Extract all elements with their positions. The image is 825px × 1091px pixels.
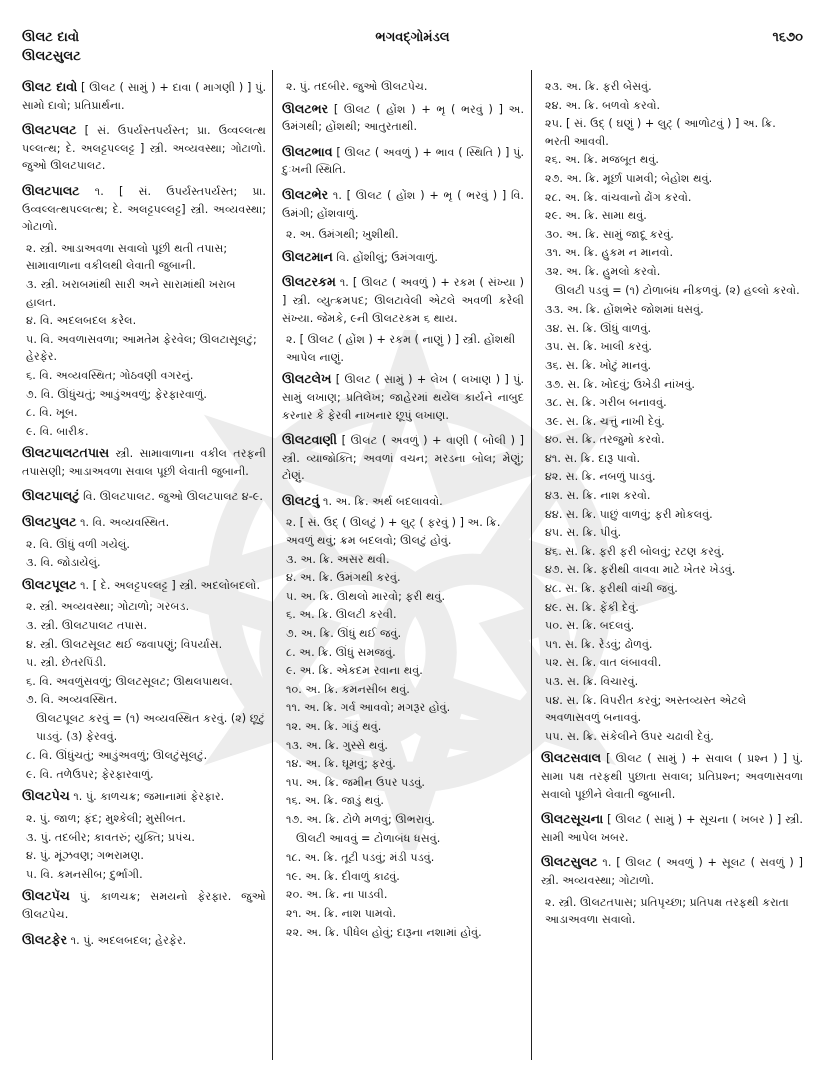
- dictionary-entry: [282, 100, 524, 136]
- sense-item: ૬. વિ. અવળુંસવળું; ઊલટસૂલટ; ઊથલપાથલ.: [26, 674, 233, 688]
- sense-item: ૨૦. અ. ક્રિ. ના પાડવી.: [286, 888, 388, 902]
- dictionary-entry: [22, 487, 266, 506]
- column-divider: [531, 70, 532, 1060]
- headword: ઊલટપાલટતપાસ: [22, 445, 110, 461]
- dictionary-entry: [282, 370, 524, 424]
- headword: ઊલટભાવ: [282, 143, 333, 159]
- definition-text: [ ઊલટ ( સામું ) + દાવા ( માગણી ) ] પું. સામો દાવો; પ્રતિપ્રાર્થના.: [22, 81, 266, 112]
- definition-text: [ ઊલટ ( હોંશ ) + ભૃ ( ભરવું ) ] અ. ઉમંગથી; હોંશથી; આતુરતાથી.: [282, 102, 524, 134]
- dictionary-entry: [22, 887, 266, 923]
- sense-item: ૪. વિ. અદલબદલ કરેલ.: [26, 314, 137, 328]
- sense-item: ૫૪. સ. ક્રિ. વિપરીત કરવું; અસ્તવ્યસ્ત એટલે અવળાસવળું બનાવવું.: [545, 693, 747, 725]
- sense-item: ૨૪. અ. ક્રિ. બળવો કરવો.: [545, 98, 661, 112]
- sense-item: ૧૫. અ. ક્રિ. જમીન ઉપર પડવું.: [286, 775, 425, 789]
- sense-item: ૧૦. અ. ક્રિ. કમનસીબ થવું.: [286, 682, 410, 696]
- sense-item: ૩. પું. તદબીર; કાવતરું; યુક્તિ; પ્રપંચ.: [26, 830, 195, 844]
- dictionary-entry: [22, 931, 266, 950]
- sense-item: ૩. વિ. જોડાયેલું.: [26, 556, 101, 570]
- definition-text: ૧. [ દે. અલટ્ટપલ્લટ્ટ ] સ્ત્રી. અદલોબદલો.: [80, 578, 261, 592]
- definition-text: વિ. હોંશીલું; ઉમંગવાળું.: [336, 250, 438, 264]
- sense-item: ૮. અ. ક્રિ. ઊંધું સમજવું.: [286, 645, 396, 659]
- sense-item: ૫. સ્ત્રી. છેતરપિંડી.: [26, 656, 107, 670]
- sense-item: ૫૫. સ. ક્રિ. સંકેલીને ઉપર ચઢાવી દેવું.: [545, 729, 714, 743]
- sense-item: ૧૧. અ. ક્રિ. ગર્વ આવવો; મગરૂર હોવું.: [286, 701, 451, 715]
- sense-item: ૨૮. અ. ક્રિ. વાંચવાનો ઢોંગ કરવો.: [545, 190, 692, 204]
- sense-item: ૪૮. સ. ક્રિ. ફરીથી વાંચી જવું.: [545, 582, 678, 596]
- sense-item: ૨૧. અ. ક્રિ. નાશ પામવો.: [286, 906, 397, 920]
- sense-item: ૩૩. અ. ક્રિ. હોંશભેર જોશમાં ધસવું.: [545, 303, 704, 317]
- sense-item: ૩૫. સ. ક્રિ. ખાલી કરવું.: [545, 340, 652, 354]
- sense-item: ૨. સ્ત્રી. ઊલટતપાસ; પ્રતિપૃચ્છા; પ્રતિપક્ષ તરફથી કરાતા આડાઅવળા સવાલો.: [545, 895, 789, 927]
- sense-item: ૨૬. અ. ક્રિ. મજબૂત થવું.: [545, 153, 659, 167]
- column-3: [541, 78, 803, 933]
- sense-item: ૩૯. સ. ક્રિ. ચત્તું નાખી દેવું.: [545, 414, 665, 428]
- sense-item: ૪૯. સ. ક્રિ. ફેંકી દેવું.: [545, 600, 639, 614]
- dictionary-entry: [282, 143, 524, 179]
- headword: ઊલટપાલટ: [22, 182, 80, 198]
- sense-item: ૧૮. અ. ક્રિ. તૂટી પડવું; મંડી પડવું.: [286, 851, 435, 865]
- definition-text: પું. કાળચક્ર; સમયનો ફેરફાર. જુઓ ઊલટપેચ.: [22, 890, 266, 921]
- sense-item: ૨. વિ. ઊંધું વળી ગયેલું.: [26, 537, 130, 551]
- column-1: [22, 78, 266, 956]
- sense-item: ૫૧. સ. ક્રિ. રેડવું; ઢોળવું.: [545, 637, 653, 651]
- sense-item: ૩૨. અ. ક્રિ. હુમલો કરવો.: [545, 264, 661, 278]
- headword: ઊલટપલટ: [22, 122, 77, 138]
- sense-item: ૯. વિ. બારીક.: [26, 424, 89, 438]
- dictionary-entry: [22, 182, 266, 236]
- headword: ઊલટભેર: [282, 186, 329, 202]
- headword: ઊલટ દાવો: [22, 79, 78, 94]
- sense-item: ૫૦. સ. ક્રિ. બદલવું.: [545, 619, 635, 633]
- dictionary-entry: [22, 121, 266, 175]
- headword: ઊલટફેર: [22, 931, 68, 947]
- sense-item: ૧૬. અ. ક્રિ. જાડું થવું.: [286, 794, 384, 808]
- dictionary-entry: [541, 853, 803, 889]
- sense-item: ૯. વિ. તળેઉપર; ફેરફારવાળું.: [26, 767, 154, 781]
- sense-item: ૪. સ્ત્રી. ઊલટસૂલટ થઈ જવાપણું; વિપર્યાસ.: [26, 637, 223, 651]
- sense-item: ૪. પું. મૂંઝવણ; ગભરામણ.: [26, 849, 144, 863]
- sense-item: ૨. અ. ઉમંગથી; ખુશીથી.: [286, 228, 399, 242]
- idiom-phrase: ઊલટપૂલટ કરવું = (૧) અવ્યવસ્થિત કરવું. (૨) છૂટું પાડવું. (૩) ફેરવવું.: [36, 712, 265, 743]
- dictionary-entry: [22, 513, 266, 532]
- sense-item: ૩. અ. ક્રિ. અસર થવી.: [286, 552, 390, 566]
- sense-item: ૫. વિ. અવળાસવળા; આમતેમ ફેરવેલ; ઊલટાસૂલટું; હેરફેર.: [26, 332, 257, 364]
- sense-item: ૬. વિ. અવ્યવસ્થિત; ગોઠવણી વગરનું.: [26, 368, 194, 382]
- sense-item: ૮. વિ. ખૂબ.: [26, 406, 78, 420]
- headword: ઊલટસૂચના: [541, 811, 604, 827]
- sense-item: ૩૮. સ. ક્રિ. ગરીબ બનાવવું.: [545, 396, 667, 410]
- sense-item: ૩૬. સ. ક્રિ. ખોટું માનવું.: [545, 358, 652, 372]
- headword: ઊલટસવાલ: [541, 750, 602, 766]
- sense-item: ૫૩. સ. ક્રિ. વિચારવું.: [545, 675, 639, 688]
- sense-item: ૩. સ્ત્રી. ખરાબમાંથી સારી અને સારામાંથી ખરાબ હાલત.: [26, 277, 236, 309]
- dictionary-entry: [22, 444, 266, 480]
- sense-item: ૧૯. અ. ક્રિ. દીવાળું કાઢવું.: [286, 869, 400, 883]
- definition-text: [ ઊલટ ( સામું ) + લેખ ( લખાણ ) ] પું. સામું લખાણ; પ્રતિલેખ; જાહેરમાં થયેલ કાર્યને નાબુદ કરનાર કે ફેરવી નાખનાર છૂપું લખાણ.: [282, 373, 524, 422]
- definition-text: ૧. [ ઊલટ ( અવળું ) + રકમ ( સંખ્યા ) ] સ્ત્રી. વ્યુત્ક્રમપદ; ઊલટાવેલી એટલે અવળી કરેલી સંખ્યા. જેમકે, ૯ની ઊલટરકમ ૬ થાય.: [282, 276, 524, 325]
- definition-text: વિ. ઊલટપાલટ. જુઓ ઊલટપાલટ ૪-૯.: [83, 490, 263, 504]
- sense-item: ૨૩. અ. ક્રિ. ફરી બેસવું.: [545, 80, 652, 93]
- definition-text: ૧. [ સં. ઉપર્યસ્તપર્યસ્ત; પ્રા. ઉવ્વલ્લત્થપલ્લત્થ; દે. અલટ્ટપલ્લટ્ટ] સ્ત્રી. અવ્યવસ્થા; ગોટાળો.: [22, 184, 266, 234]
- sense-item: ૪૬. સ. ક્રિ. ફરી ફરી બોલવું; રટણ કરવું.: [545, 544, 725, 558]
- sense-item: ૫૨. સ. ક્રિ. વાત લંબાવવી.: [545, 656, 662, 670]
- headword: ઊલટપૅચ: [22, 888, 70, 904]
- definition-text: [ ઊલટ ( અવળું ) + ભાવ ( સ્થિતિ ) ] પું. દુઃખની સ્થિતિ.: [282, 145, 524, 177]
- dictionary-entry: [282, 186, 524, 222]
- sense-item: ૨. પું. તદબીર. જુઓ ઊલટપેચ.: [286, 80, 428, 93]
- page-header: [22, 30, 803, 64]
- definition-text: ૧. અ. ક્રિ. અર્થ બદલાવવો.: [323, 494, 443, 508]
- sense-item: ૪૫. સ. ક્રિ. પીવું.: [545, 526, 622, 540]
- headword: ઊલટપેચ: [22, 788, 70, 804]
- sense-item: ૨. સ્ત્રી. અવ્યવસ્થા; ગોટાળો; ગરબડ.: [26, 600, 190, 614]
- dictionary-entry: [541, 810, 803, 846]
- sense-item: ૧૩. અ. ક્રિ. ગુસ્સે થવું.: [286, 738, 388, 752]
- headword: ઊલટસુલટ: [541, 854, 598, 870]
- sense-item: ૯. અ. ક્રિ. એકદમ રવાના થવું.: [286, 664, 423, 678]
- sense-item: ૨. સ્ત્રી. આડાઅવળા સવાલો પૂછી થતી તપાસ; સામાવાળાના વકીલથી લેવાતી જુબાની.: [26, 241, 228, 273]
- dictionary-title: ભગવદ્ગોમંડલ: [375, 30, 450, 45]
- sense-item: ૩૧. અ. ક્રિ. હુકમ ન માનવો.: [545, 246, 673, 260]
- sense-item: ૨. પું. જાળ; ફંદ; મુશ્કેલી; મુસીબત.: [26, 811, 186, 825]
- guide-word-first: ઊલટ દાવો: [22, 30, 80, 45]
- idiom-phrase: ઊલટી આવવું = ટોળાબંધ ધસવું.: [296, 831, 441, 845]
- definition-text: ૧. [ ઊલટ ( હોંશ ) + ભૃ ( ભરવું ) ] વિ. ઉમંગી; હોંશવાળું.: [282, 188, 524, 220]
- idiom-phrase: ઊલટી પડવું = (૧) ટોળાબંધ નીકળવું. (૨) હલ્લો કરવો.: [555, 283, 800, 297]
- sense-item: ૨૯. અ. ક્રિ. સામા થવું.: [545, 209, 647, 223]
- sense-item: ૩. સ્ત્રી. ઊલટપાલટ તપાસ.: [26, 619, 147, 633]
- sense-item: ૪. અ. ક્રિ. ઉમંગથી કરવું.: [286, 571, 401, 585]
- dictionary-entry: [541, 749, 803, 803]
- sense-item: ૪૭. સ. ક્રિ. ફરીથી વાવવા માટે ખેતર ખેડવું.: [545, 563, 736, 577]
- page-number: ૧૬૭૦: [772, 30, 803, 45]
- sense-item: ૪૨. સ. ક્રિ. નબળું પાડવું.: [545, 470, 656, 484]
- dictionary-entry: [22, 78, 266, 114]
- definition-text: [ ઊલટ ( અવળું ) + વાણી ( બોલી ) ] સ્ત્રી. વ્યાજોક્તિ; અવળાં વચન; મરડના બોલ; મેણું; ટોણું.: [282, 434, 524, 483]
- sense-item: ૧૭. અ. ક્રિ. ટોળે મળવું; ઊભરાવું.: [286, 812, 435, 826]
- sense-item: ૭. વિ. અવ્યવસ્થિત.: [26, 693, 118, 707]
- definition-text: ૧. વિ. અવ્યવસ્થિત.: [80, 516, 170, 530]
- headword: ઊલટપાલટું: [22, 488, 80, 504]
- guide-word-last: ઊલટસુલટ: [22, 49, 81, 64]
- dictionary-entry: [22, 576, 266, 595]
- dictionary-entry: [282, 492, 524, 511]
- sense-item: ૪૪. સ. ક્રિ. પાછું વાળવું; ફરી મોકલવું.: [545, 507, 713, 521]
- headword: ઊલટમાન: [282, 248, 333, 264]
- sense-item: ૪૦. સ. ક્રિ. તરજુમો કરવો.: [545, 433, 665, 447]
- dictionary-entry: [282, 248, 524, 267]
- definition-text: ૧. પું. અદલબદલ; હેરફેર.: [70, 933, 187, 947]
- dictionary-entry: [22, 787, 266, 806]
- sense-item: ૨૭. અ. ક્રિ. મૂર્છા પામવી; બેહોશ થવું.: [545, 171, 713, 185]
- headword: ઊલટપુલટ: [22, 514, 77, 530]
- column-divider: [272, 70, 273, 1060]
- sense-item: ૨૨. અ. ક્રિ. પીધેલ હોવું; દારૂના નશામાં હોવું.: [286, 925, 482, 939]
- definition-text: ૧. પું. કાળચક્ર; જમાનામાં ફેરફાર.: [73, 790, 225, 804]
- sense-item: ૧૪. અ. ક્રિ. ઘૂમવું; ફરવું.: [286, 757, 396, 771]
- sense-item: ૫. વિ. કમનસીબ; દુર્ભાગી.: [26, 867, 143, 881]
- sense-item: ૨૫. [ સં. ઉદ્ ( ઘણું ) + લુટ્ ( આળોટવું ) ] અ. ક્રિ. ભરતી આવવી.: [545, 117, 776, 148]
- definition-text: [ ઊલટ ( સામું ) + સવાલ ( પ્રશ્ન ) ] પું. સામા પક્ષ તરફથી પુછાતા સવાલ; પ્રતિપ્રશ્ન; અવળાસવળા સવાલો પૂછીને લેવાતી જુબાની.: [541, 752, 803, 801]
- sense-item: ૧૨. અ. ક્રિ. ગાંડું થવું.: [286, 720, 382, 733]
- sense-item: ૨. [ સં. ઉદ્ ( ઊલટું ) + લુટ્ ( ફરવું ) ] અ. ક્રિ. અવળું થવું; ક્રમ બદલવો; ઊલટું હોવું.: [286, 516, 501, 548]
- dictionary-entry: [282, 431, 524, 485]
- headword: ઊલટભર: [282, 100, 329, 116]
- headword: ઊલટપૂલટ: [22, 576, 77, 592]
- definition-text: ૧. [ ઊલટ ( અવળું ) + સૂલટ ( સવળું ) ] સ્ત્રી. અવ્યવસ્થા; ગોટાળો.: [541, 856, 803, 887]
- sense-item: ૩૦. અ. ક્રિ. સામું જાદૂ કરવું.: [545, 227, 674, 241]
- dictionary-entry: [282, 273, 524, 327]
- definition-text: સ્ત્રી. સામાવાળાના વકીલ તરફની તપાસણી; આડાઅવળા સવાલ પૂછી લેવાતી જુબાની.: [22, 447, 267, 478]
- sense-item: ૩૪. સ. ક્રિ. ઊંધું વાળવું.: [545, 321, 652, 335]
- headword: ઊલટરકમ: [282, 274, 336, 290]
- sense-item: ૭. વિ. ઊંધુંચતું; આડુંઅવળું; ફેરફારવાળું.: [26, 387, 207, 401]
- sense-item: ૨. [ ઊલટ ( હોંશ ) + રકમ ( નાણું ) ] સ્ત્રી. હોંશથી આપેલ નાણું.: [286, 333, 516, 364]
- headword: ઊલટવું: [282, 492, 320, 508]
- headword: ઊલટલેખ: [282, 371, 332, 387]
- sense-item: ૫. અ. ક્રિ. ઊથલો મારવો; ફરી થવું.: [286, 589, 446, 603]
- sense-item: ૩૭. સ. ક્રિ. ખોદવું; ઉખેડી નાંખવું.: [545, 377, 695, 391]
- sense-item: ૮. વિ. ઊંધુંચતું; આડુંઅવળું; ઊલટુંસૂલટું.: [26, 749, 208, 763]
- sense-item: ૬. અ. ક્રિ. ઊલટી કરવી.: [286, 608, 397, 622]
- sense-item: ૭. અ. ક્રિ. ઊંધું થઈ જવું.: [286, 627, 402, 641]
- sense-item: ૪૩. સ. ક્રિ. નાશ કરવો.: [545, 489, 651, 503]
- column-2: [282, 78, 524, 945]
- headword: ઊલટવાણી: [282, 432, 337, 448]
- definition-text: [ સં. ઉપર્યસ્તપર્યસ્ત; પ્રા. ઉવ્વલ્લત્થ પલ્લત્થ; દે. અલટ્ટપલ્લટ્ટ ] સ્ત્રી. અવ્યવસ્થા; ગોટાળો. જુઓ ઊલટપાલટ.: [22, 124, 266, 173]
- definition-text: [ ઊલટ ( સામું ) + સૂચના ( ખબર ) ] સ્ત્રી. સામી આપેલ ખબર.: [541, 813, 803, 844]
- sense-item: ૪૧. સ. ક્રિ. દારૂ પાવો.: [545, 451, 641, 465]
